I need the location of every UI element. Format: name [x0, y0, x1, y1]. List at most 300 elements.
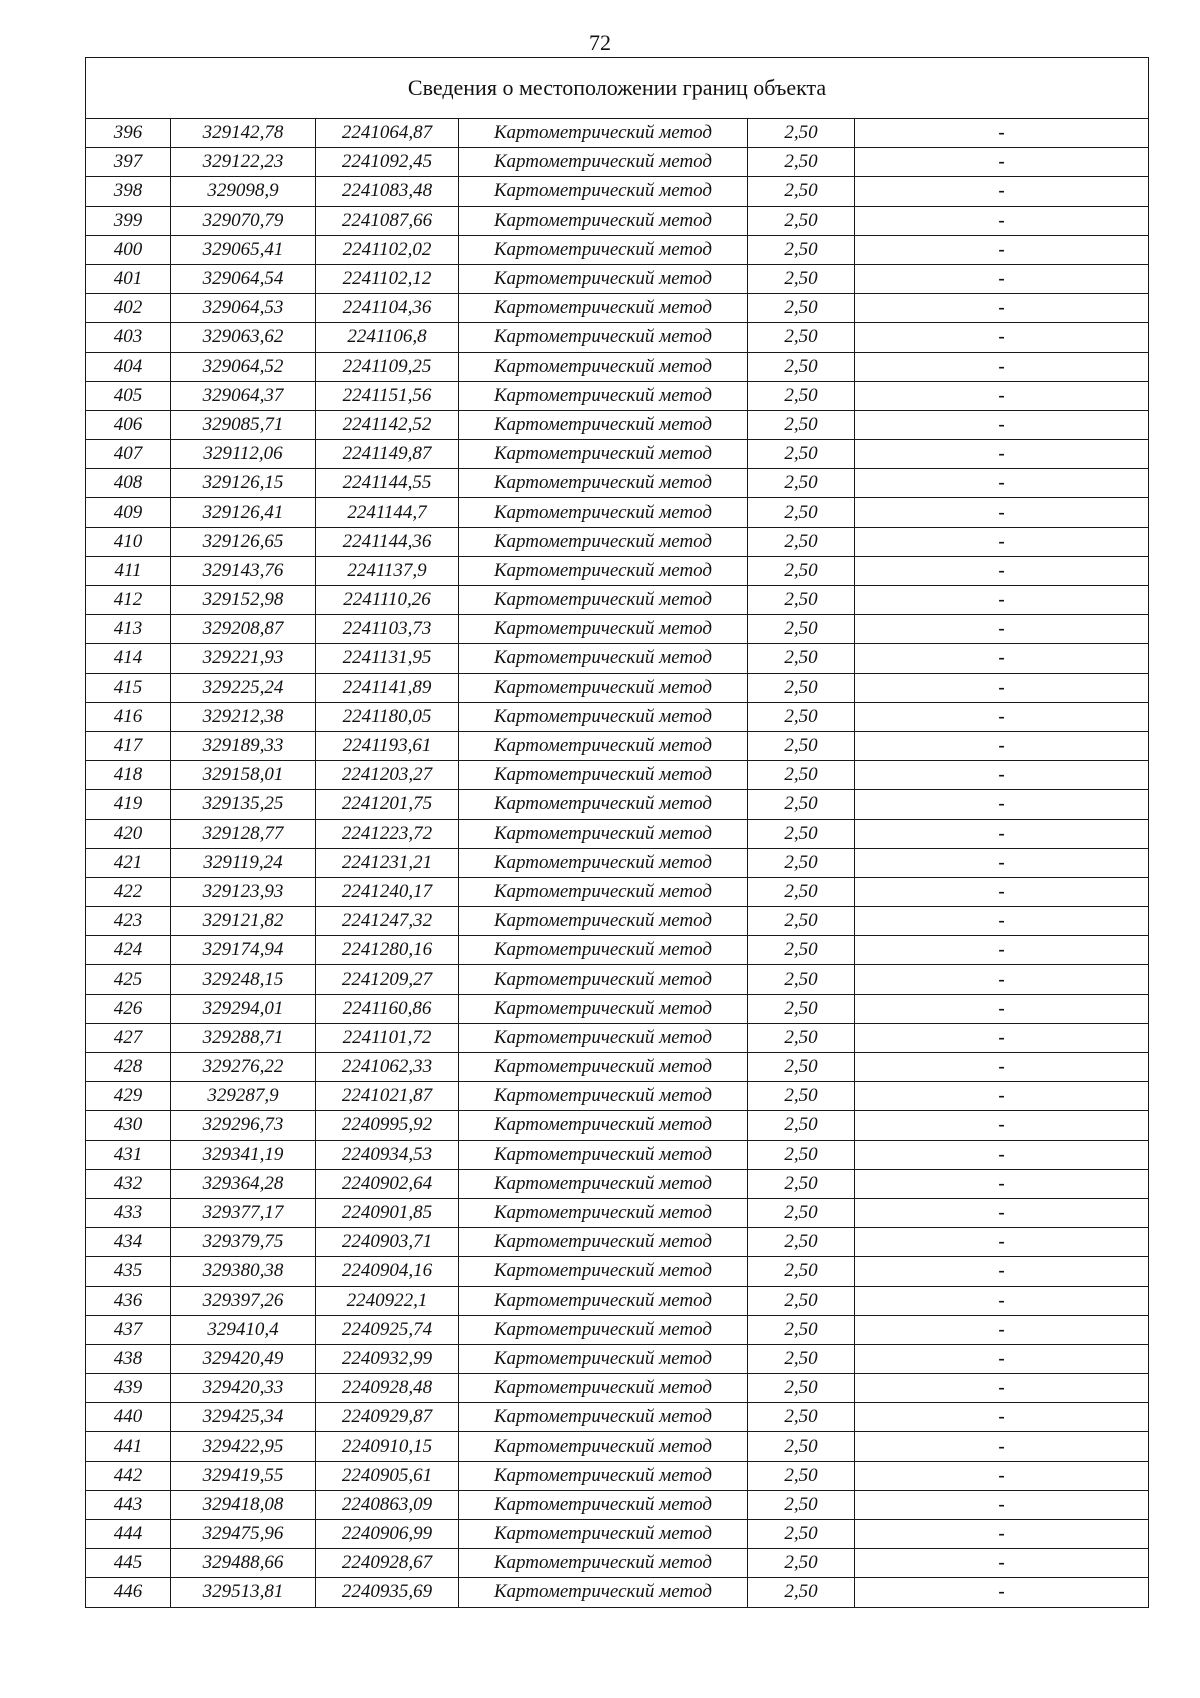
table-row [86, 177, 1149, 206]
point-number-cell: 418 [86, 761, 171, 790]
accuracy-cell: 2,50 [748, 498, 855, 527]
method-cell: Картометрический метод [459, 235, 748, 264]
point-number-cell: 419 [86, 790, 171, 819]
method-cell: Картометрический метод [459, 148, 748, 177]
y-coordinate-cell: 2241231,21 [316, 848, 459, 877]
y-coordinate-cell: 2240904,16 [316, 1257, 459, 1286]
y-coordinate-cell: 2241247,32 [316, 907, 459, 936]
accuracy-cell: 2,50 [748, 177, 855, 206]
y-coordinate-cell: 2240906,99 [316, 1520, 459, 1549]
x-coordinate-cell: 329119,24 [171, 848, 316, 877]
description-cell: - [855, 965, 1149, 994]
description-cell: - [855, 264, 1149, 293]
x-coordinate-cell: 329276,22 [171, 1053, 316, 1082]
accuracy-cell: 2,50 [748, 206, 855, 235]
method-cell: Картометрический метод [459, 1023, 748, 1052]
point-number-cell: 408 [86, 469, 171, 498]
point-number-cell: 398 [86, 177, 171, 206]
accuracy-cell: 2,50 [748, 556, 855, 585]
method-cell: Картометрический метод [459, 965, 748, 994]
point-number-cell: 436 [86, 1286, 171, 1315]
table-row [86, 965, 1149, 994]
x-coordinate-cell: 329142,78 [171, 119, 316, 148]
point-number-cell: 409 [86, 498, 171, 527]
accuracy-cell: 2,50 [748, 1549, 855, 1578]
point-number-cell: 440 [86, 1403, 171, 1432]
accuracy-cell: 2,50 [748, 731, 855, 760]
table-row [86, 702, 1149, 731]
method-cell: Картометрический метод [459, 440, 748, 469]
point-number-cell: 406 [86, 410, 171, 439]
point-number-cell: 429 [86, 1082, 171, 1111]
description-cell: - [855, 352, 1149, 381]
x-coordinate-cell: 329098,9 [171, 177, 316, 206]
accuracy-cell: 2,50 [748, 1286, 855, 1315]
description-cell: - [855, 1403, 1149, 1432]
x-coordinate-cell: 329294,01 [171, 994, 316, 1023]
method-cell: Картометрический метод [459, 1374, 748, 1403]
accuracy-cell: 2,50 [748, 410, 855, 439]
table-row [86, 1578, 1149, 1607]
point-number-cell: 396 [86, 119, 171, 148]
method-cell: Картометрический метод [459, 936, 748, 965]
description-cell: - [855, 1140, 1149, 1169]
accuracy-cell: 2,50 [748, 702, 855, 731]
description-cell: - [855, 586, 1149, 615]
x-coordinate-cell: 329364,28 [171, 1169, 316, 1198]
accuracy-cell: 2,50 [748, 1257, 855, 1286]
table-row [86, 1403, 1149, 1432]
x-coordinate-cell: 329288,71 [171, 1023, 316, 1052]
point-number-cell: 439 [86, 1374, 171, 1403]
x-coordinate-cell: 329475,96 [171, 1520, 316, 1549]
point-number-cell: 431 [86, 1140, 171, 1169]
method-cell: Картометрический метод [459, 527, 748, 556]
accuracy-cell: 2,50 [748, 469, 855, 498]
x-coordinate-cell: 329123,93 [171, 877, 316, 906]
table-row [86, 1169, 1149, 1198]
method-cell: Картометрический метод [459, 790, 748, 819]
description-cell: - [855, 1374, 1149, 1403]
x-coordinate-cell: 329212,38 [171, 702, 316, 731]
y-coordinate-cell: 2241083,48 [316, 177, 459, 206]
method-cell: Картометрический метод [459, 381, 748, 410]
point-number-cell: 434 [86, 1228, 171, 1257]
table-row [86, 1257, 1149, 1286]
table-row [86, 848, 1149, 877]
x-coordinate-cell: 329422,95 [171, 1432, 316, 1461]
x-coordinate-cell: 329208,87 [171, 615, 316, 644]
point-number-cell: 424 [86, 936, 171, 965]
x-coordinate-cell: 329158,01 [171, 761, 316, 790]
accuracy-cell: 2,50 [748, 673, 855, 702]
table-row [86, 1374, 1149, 1403]
table-row [86, 907, 1149, 936]
point-number-cell: 405 [86, 381, 171, 410]
description-cell: - [855, 819, 1149, 848]
point-number-cell: 442 [86, 1461, 171, 1490]
description-cell: - [855, 1315, 1149, 1344]
method-cell: Картометрический метод [459, 819, 748, 848]
point-number-cell: 444 [86, 1520, 171, 1549]
method-cell: Картометрический метод [459, 264, 748, 293]
x-coordinate-cell: 329064,37 [171, 381, 316, 410]
y-coordinate-cell: 2241144,7 [316, 498, 459, 527]
x-coordinate-cell: 329122,23 [171, 148, 316, 177]
description-cell: - [855, 1432, 1149, 1461]
table-row [86, 1344, 1149, 1373]
table-row [86, 731, 1149, 760]
table-row [86, 819, 1149, 848]
point-number-cell: 426 [86, 994, 171, 1023]
method-cell: Картометрический метод [459, 294, 748, 323]
description-cell: - [855, 848, 1149, 877]
method-cell: Картометрический метод [459, 1082, 748, 1111]
table-row [86, 1198, 1149, 1227]
point-number-cell: 402 [86, 294, 171, 323]
y-coordinate-cell: 2241223,72 [316, 819, 459, 848]
point-number-cell: 422 [86, 877, 171, 906]
accuracy-cell: 2,50 [748, 1315, 855, 1344]
description-cell: - [855, 1111, 1149, 1140]
method-cell: Картометрический метод [459, 1169, 748, 1198]
method-cell: Картометрический метод [459, 1140, 748, 1169]
point-number-cell: 416 [86, 702, 171, 731]
point-number-cell: 403 [86, 323, 171, 352]
description-cell: - [855, 1053, 1149, 1082]
point-number-cell: 432 [86, 1169, 171, 1198]
y-coordinate-cell: 2241102,02 [316, 235, 459, 264]
y-coordinate-cell: 2240928,48 [316, 1374, 459, 1403]
method-cell: Картометрический метод [459, 907, 748, 936]
accuracy-cell: 2,50 [748, 819, 855, 848]
point-number-cell: 433 [86, 1198, 171, 1227]
method-cell: Картометрический метод [459, 352, 748, 381]
accuracy-cell: 2,50 [748, 1432, 855, 1461]
description-cell: - [855, 877, 1149, 906]
y-coordinate-cell: 2241109,25 [316, 352, 459, 381]
x-coordinate-cell: 329296,73 [171, 1111, 316, 1140]
table-row [86, 381, 1149, 410]
accuracy-cell: 2,50 [748, 1374, 855, 1403]
y-coordinate-cell: 2240901,85 [316, 1198, 459, 1227]
y-coordinate-cell: 2241180,05 [316, 702, 459, 731]
method-cell: Картометрический метод [459, 1461, 748, 1490]
y-coordinate-cell: 2240932,99 [316, 1344, 459, 1373]
description-cell: - [855, 702, 1149, 731]
x-coordinate-cell: 329126,65 [171, 527, 316, 556]
x-coordinate-cell: 329112,06 [171, 440, 316, 469]
table-row [86, 1549, 1149, 1578]
y-coordinate-cell: 2241209,27 [316, 965, 459, 994]
page-number: 72 [589, 30, 611, 55]
y-coordinate-cell: 2241149,87 [316, 440, 459, 469]
description-cell: - [855, 440, 1149, 469]
method-cell: Картометрический метод [459, 615, 748, 644]
y-coordinate-cell: 2241201,75 [316, 790, 459, 819]
table-row [86, 1490, 1149, 1519]
description-cell: - [855, 148, 1149, 177]
table-row [86, 1111, 1149, 1140]
method-cell: Картометрический метод [459, 848, 748, 877]
point-number-cell: 445 [86, 1549, 171, 1578]
x-coordinate-cell: 329064,54 [171, 264, 316, 293]
point-number-cell: 423 [86, 907, 171, 936]
table-row [86, 1053, 1149, 1082]
x-coordinate-cell: 329064,53 [171, 294, 316, 323]
description-cell: - [855, 1461, 1149, 1490]
description-cell: - [855, 1169, 1149, 1198]
method-cell: Картометрический метод [459, 469, 748, 498]
description-cell: - [855, 469, 1149, 498]
method-cell: Картометрический метод [459, 1198, 748, 1227]
table-row [86, 615, 1149, 644]
method-cell: Картометрический метод [459, 177, 748, 206]
method-cell: Картометрический метод [459, 556, 748, 585]
point-number-cell: 430 [86, 1111, 171, 1140]
table-row [86, 586, 1149, 615]
x-coordinate-cell: 329380,38 [171, 1257, 316, 1286]
method-cell: Картометрический метод [459, 1286, 748, 1315]
description-cell: - [855, 1344, 1149, 1373]
y-coordinate-cell: 2241102,12 [316, 264, 459, 293]
y-coordinate-cell: 2241087,66 [316, 206, 459, 235]
y-coordinate-cell: 2241103,73 [316, 615, 459, 644]
accuracy-cell: 2,50 [748, 1228, 855, 1257]
accuracy-cell: 2,50 [748, 1403, 855, 1432]
table-row [86, 673, 1149, 702]
description-cell: - [855, 1257, 1149, 1286]
accuracy-cell: 2,50 [748, 761, 855, 790]
accuracy-cell: 2,50 [748, 381, 855, 410]
point-number-cell: 400 [86, 235, 171, 264]
method-cell: Картометрический метод [459, 206, 748, 235]
accuracy-cell: 2,50 [748, 936, 855, 965]
description-cell: - [855, 644, 1149, 673]
point-number-cell: 441 [86, 1432, 171, 1461]
x-coordinate-cell: 329064,52 [171, 352, 316, 381]
x-coordinate-cell: 329419,55 [171, 1461, 316, 1490]
method-cell: Картометрический метод [459, 1549, 748, 1578]
point-number-cell: 410 [86, 527, 171, 556]
accuracy-cell: 2,50 [748, 586, 855, 615]
y-coordinate-cell: 2240935,69 [316, 1578, 459, 1607]
x-coordinate-cell: 329425,34 [171, 1403, 316, 1432]
table-row [86, 1082, 1149, 1111]
y-coordinate-cell: 2241021,87 [316, 1082, 459, 1111]
x-coordinate-cell: 329121,82 [171, 907, 316, 936]
table-row [86, 148, 1149, 177]
method-cell: Картометрический метод [459, 1111, 748, 1140]
point-number-cell: 438 [86, 1344, 171, 1373]
point-number-cell: 413 [86, 615, 171, 644]
method-cell: Картометрический метод [459, 1490, 748, 1519]
method-cell: Картометрический метод [459, 410, 748, 439]
description-cell: - [855, 1520, 1149, 1549]
table-row [86, 498, 1149, 527]
x-coordinate-cell: 329152,98 [171, 586, 316, 615]
x-coordinate-cell: 329248,15 [171, 965, 316, 994]
x-coordinate-cell: 329135,25 [171, 790, 316, 819]
point-number-cell: 421 [86, 848, 171, 877]
description-cell: - [855, 1490, 1149, 1519]
accuracy-cell: 2,50 [748, 264, 855, 293]
point-number-cell: 401 [86, 264, 171, 293]
accuracy-cell: 2,50 [748, 1344, 855, 1373]
accuracy-cell: 2,50 [748, 790, 855, 819]
x-coordinate-cell: 329377,17 [171, 1198, 316, 1227]
point-number-cell: 415 [86, 673, 171, 702]
accuracy-cell: 2,50 [748, 294, 855, 323]
table-row [86, 294, 1149, 323]
description-cell: - [855, 206, 1149, 235]
method-cell: Картометрический метод [459, 1053, 748, 1082]
description-cell: - [855, 323, 1149, 352]
y-coordinate-cell: 2241203,27 [316, 761, 459, 790]
description-cell: - [855, 381, 1149, 410]
table-row [86, 527, 1149, 556]
description-cell: - [855, 615, 1149, 644]
x-coordinate-cell: 329126,41 [171, 498, 316, 527]
x-coordinate-cell: 329420,49 [171, 1344, 316, 1373]
table-row [86, 761, 1149, 790]
method-cell: Картометрический метод [459, 1432, 748, 1461]
y-coordinate-cell: 2240902,64 [316, 1169, 459, 1198]
table-row [86, 1228, 1149, 1257]
accuracy-cell: 2,50 [748, 848, 855, 877]
table-title-row [86, 58, 1149, 119]
accuracy-cell: 2,50 [748, 1053, 855, 1082]
x-coordinate-cell: 329410,4 [171, 1315, 316, 1344]
table-title: Сведения о местоположении границ объекта [86, 58, 1149, 119]
x-coordinate-cell: 329379,75 [171, 1228, 316, 1257]
accuracy-cell: 2,50 [748, 1023, 855, 1052]
x-coordinate-cell: 329341,19 [171, 1140, 316, 1169]
method-cell: Картометрический метод [459, 586, 748, 615]
method-cell: Картометрический метод [459, 1344, 748, 1373]
description-cell: - [855, 177, 1149, 206]
accuracy-cell: 2,50 [748, 907, 855, 936]
point-number-cell: 437 [86, 1315, 171, 1344]
point-number-cell: 443 [86, 1490, 171, 1519]
accuracy-cell: 2,50 [748, 1082, 855, 1111]
table-row [86, 206, 1149, 235]
accuracy-cell: 2,50 [748, 1461, 855, 1490]
point-number-cell: 411 [86, 556, 171, 585]
description-cell: - [855, 556, 1149, 585]
accuracy-cell: 2,50 [748, 1490, 855, 1519]
method-cell: Картометрический метод [459, 1578, 748, 1607]
y-coordinate-cell: 2241104,36 [316, 294, 459, 323]
method-cell: Картометрический метод [459, 1257, 748, 1286]
table-row [86, 352, 1149, 381]
point-number-cell: 407 [86, 440, 171, 469]
method-cell: Картометрический метод [459, 877, 748, 906]
description-cell: - [855, 731, 1149, 760]
accuracy-cell: 2,50 [748, 1140, 855, 1169]
y-coordinate-cell: 2241193,61 [316, 731, 459, 760]
accuracy-cell: 2,50 [748, 994, 855, 1023]
y-coordinate-cell: 2241092,45 [316, 148, 459, 177]
description-cell: - [855, 294, 1149, 323]
accuracy-cell: 2,50 [748, 148, 855, 177]
description-cell: - [855, 761, 1149, 790]
description-cell: - [855, 235, 1149, 264]
table-row [86, 1140, 1149, 1169]
method-cell: Картометрический метод [459, 119, 748, 148]
accuracy-cell: 2,50 [748, 1111, 855, 1140]
y-coordinate-cell: 2240863,09 [316, 1490, 459, 1519]
x-coordinate-cell: 329070,79 [171, 206, 316, 235]
accuracy-cell: 2,50 [748, 615, 855, 644]
description-cell: - [855, 498, 1149, 527]
y-coordinate-cell: 2240925,74 [316, 1315, 459, 1344]
description-cell: - [855, 1286, 1149, 1315]
boundary-table [85, 57, 1149, 1608]
y-coordinate-cell: 2241110,26 [316, 586, 459, 615]
accuracy-cell: 2,50 [748, 235, 855, 264]
table-row [86, 790, 1149, 819]
method-cell: Картометрический метод [459, 994, 748, 1023]
method-cell: Картометрический метод [459, 673, 748, 702]
table-row [86, 469, 1149, 498]
description-cell: - [855, 936, 1149, 965]
x-coordinate-cell: 329126,15 [171, 469, 316, 498]
y-coordinate-cell: 2241101,72 [316, 1023, 459, 1052]
method-cell: Картометрический метод [459, 1228, 748, 1257]
description-cell: - [855, 994, 1149, 1023]
description-cell: - [855, 1228, 1149, 1257]
table-row [86, 440, 1149, 469]
description-cell: - [855, 1549, 1149, 1578]
x-coordinate-cell: 329420,33 [171, 1374, 316, 1403]
accuracy-cell: 2,50 [748, 440, 855, 469]
x-coordinate-cell: 329174,94 [171, 936, 316, 965]
method-cell: Картометрический метод [459, 702, 748, 731]
description-cell: - [855, 1578, 1149, 1607]
x-coordinate-cell: 329128,77 [171, 819, 316, 848]
point-number-cell: 446 [86, 1578, 171, 1607]
x-coordinate-cell: 329225,24 [171, 673, 316, 702]
table-row [86, 556, 1149, 585]
accuracy-cell: 2,50 [748, 119, 855, 148]
y-coordinate-cell: 2241106,8 [316, 323, 459, 352]
y-coordinate-cell: 2241160,86 [316, 994, 459, 1023]
accuracy-cell: 2,50 [748, 1520, 855, 1549]
accuracy-cell: 2,50 [748, 1169, 855, 1198]
table-row [86, 1461, 1149, 1490]
y-coordinate-cell: 2241062,33 [316, 1053, 459, 1082]
accuracy-cell: 2,50 [748, 323, 855, 352]
y-coordinate-cell: 2240922,1 [316, 1286, 459, 1315]
x-coordinate-cell: 329397,26 [171, 1286, 316, 1315]
description-cell: - [855, 1023, 1149, 1052]
accuracy-cell: 2,50 [748, 644, 855, 673]
point-number-cell: 399 [86, 206, 171, 235]
y-coordinate-cell: 2240934,53 [316, 1140, 459, 1169]
table-row [86, 1315, 1149, 1344]
table-row [86, 1286, 1149, 1315]
y-coordinate-cell: 2241141,89 [316, 673, 459, 702]
accuracy-cell: 2,50 [748, 1198, 855, 1227]
table-row [86, 323, 1149, 352]
table-row [86, 644, 1149, 673]
description-cell: - [855, 790, 1149, 819]
y-coordinate-cell: 2241064,87 [316, 119, 459, 148]
description-cell: - [855, 410, 1149, 439]
table-row [86, 877, 1149, 906]
table-row [86, 235, 1149, 264]
